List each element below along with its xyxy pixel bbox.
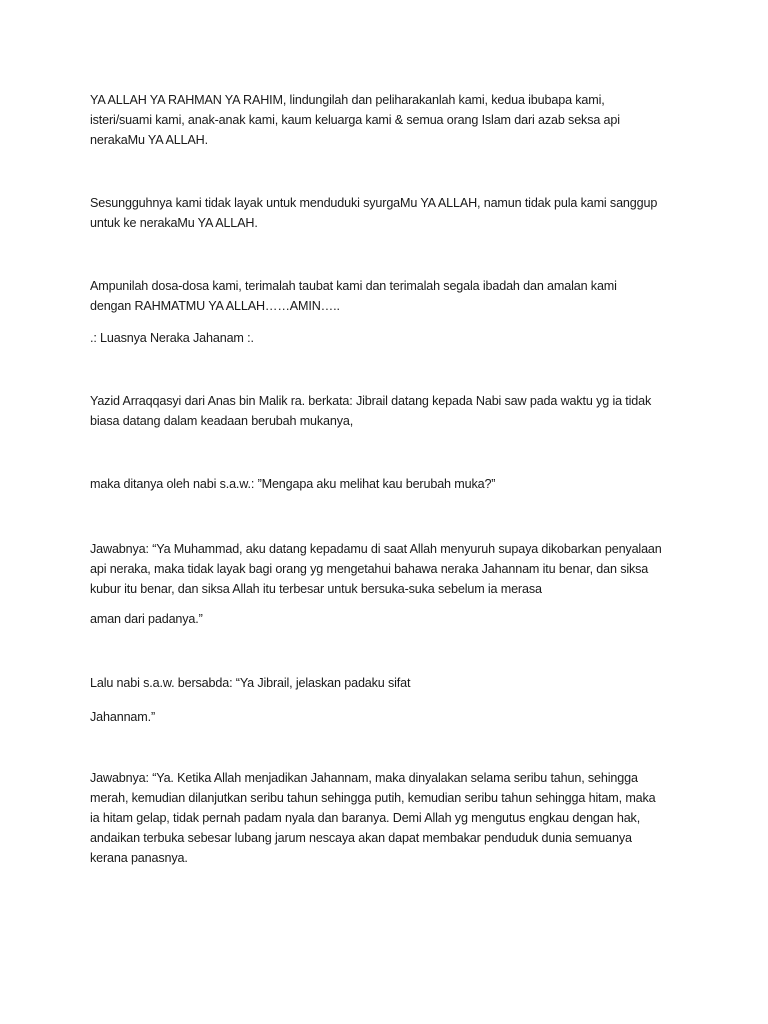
text-line: biasa datang dalam keadaan berubah mukanya, bbox=[90, 414, 354, 428]
paragraph-forgiveness bbox=[90, 276, 690, 316]
paragraph-prayer-protection bbox=[90, 90, 690, 150]
section-heading bbox=[90, 328, 690, 348]
text-line: nerakaMu YA ALLAH. bbox=[90, 133, 208, 147]
text-line: api neraka, maka tidak layak bagi orang yg mengetahui bahawa neraka Jahannam itu benar, dan siksa bbox=[90, 562, 649, 576]
paragraph-answer-1-end bbox=[90, 609, 690, 629]
text-line: untuk ke nerakaMu YA ALLAH. bbox=[90, 216, 258, 230]
text-line: Lalu nabi s.a.w. bersabda: “Ya Jibrail, jelaskan padaku sifat bbox=[90, 676, 411, 690]
text-line: maka ditanya oleh nabi s.a.w.: ”Mengapa aku melihat kau berubah muka?” bbox=[90, 477, 496, 491]
paragraph-not-worthy bbox=[90, 193, 690, 233]
paragraph-narration bbox=[90, 391, 690, 431]
text-line: Jahannam.” bbox=[90, 710, 156, 724]
text-line: Yazid Arraqqasyi dari Anas bin Malik ra. berkata: Jibrail datang kepada Nabi saw pada waktu yg ia tidak bbox=[90, 394, 652, 408]
paragraph-answer-2 bbox=[90, 768, 690, 868]
text-line: ia hitam gelap, tidak pernah padam nyala dan baranya. Demi Allah yg mengutus engkau dengan hak, bbox=[90, 811, 641, 825]
text-line: Jawabnya: “Ya Muhammad, aku datang kepadamu di saat Allah menyuruh supaya dikobarkan penyalaan bbox=[90, 542, 662, 556]
paragraph-question bbox=[90, 474, 690, 494]
text-line: Jawabnya: “Ya. Ketika Allah menjadikan Jahannam, maka dinyalakan selama seribu tahun, sehingga bbox=[90, 771, 638, 785]
text-line: kerana panasnya. bbox=[90, 851, 188, 865]
text-line: dengan RAHMATMU YA ALLAH……AMIN….. bbox=[90, 299, 340, 313]
text-line: kubur itu benar, dan siksa Allah itu terbesar untuk bersuka-suka sebelum ia merasa bbox=[90, 582, 542, 596]
text-line: isteri/suami kami, anak-anak kami, kaum keluarga kami & semua orang Islam dari azab seksa api bbox=[90, 113, 620, 127]
text-line: andaikan terbuka sebesar lubang jarum nescaya akan dapat membakar penduduk dunia semuanya bbox=[90, 831, 632, 845]
text-line: .: Luasnya Neraka Jahanam :. bbox=[90, 331, 254, 345]
text-line: merah, kemudian dilanjutkan seribu tahun sehingga putih, kemudian seribu tahun sehingga hitam, maka bbox=[90, 791, 656, 805]
paragraph-answer-1 bbox=[90, 539, 690, 599]
text-line: aman dari padanya.” bbox=[90, 612, 203, 626]
text-line: Sesungguhnya kami tidak layak untuk menduduki syurgaMu YA ALLAH, namun tidak pula kami sanggup bbox=[90, 196, 658, 210]
text-line: Ampunilah dosa-dosa kami, terimalah taubat kami dan terimalah segala ibadah dan amalan kami bbox=[90, 279, 617, 293]
text-line: YA ALLAH YA RAHMAN YA RAHIM, lindungilah dan peliharakanlah kami, kedua ibubapa kami, bbox=[90, 93, 605, 107]
paragraph-request-end bbox=[90, 707, 690, 727]
paragraph-request bbox=[90, 673, 690, 693]
